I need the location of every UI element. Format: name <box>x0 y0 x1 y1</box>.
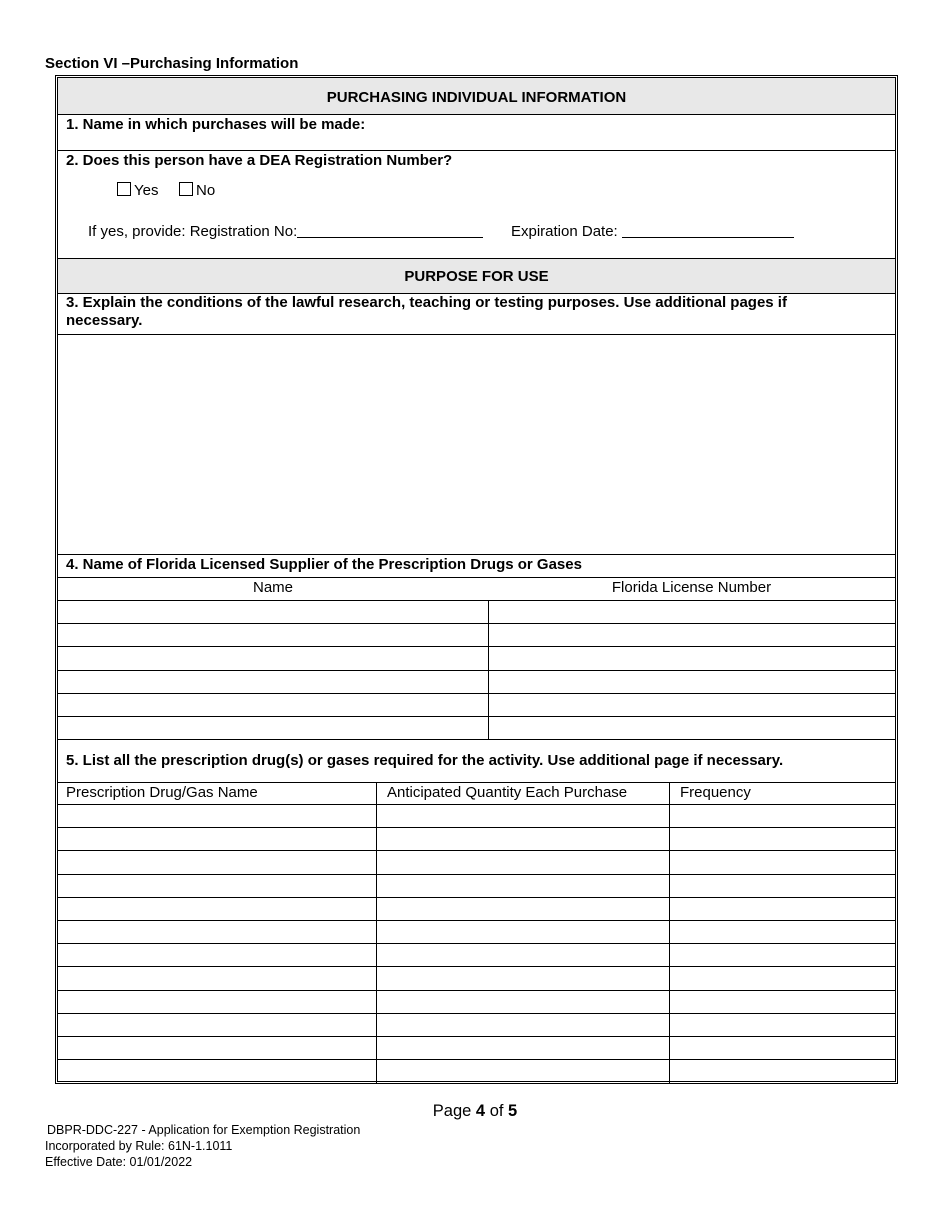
drug-name-cell[interactable] <box>58 966 376 989</box>
quantity-cell[interactable] <box>377 943 669 966</box>
no-checkbox[interactable] <box>179 182 193 196</box>
frequency-cell[interactable] <box>670 897 895 920</box>
quantity-cell[interactable] <box>377 990 669 1013</box>
quantity-cell[interactable] <box>377 1059 669 1082</box>
frequency-cell[interactable] <box>670 943 895 966</box>
drug-name-cell[interactable] <box>58 920 376 943</box>
frequency-cell[interactable] <box>670 827 895 850</box>
drug-name-cell[interactable] <box>58 804 376 827</box>
supplier-name-cell[interactable] <box>58 623 488 646</box>
footer-rule: Incorporated by Rule: 61N-1.1011 <box>45 1139 233 1153</box>
registration-label: If yes, provide: Registration No: <box>88 223 298 240</box>
supplier-license-cell[interactable] <box>489 716 895 739</box>
drug-name-cell[interactable] <box>58 1013 376 1036</box>
q5-label: 5. List all the prescription drug(s) or gases required for the activity. Use additional page if necessary. <box>66 752 784 769</box>
frequency-cell[interactable] <box>670 966 895 989</box>
expiration-date-field[interactable] <box>622 223 794 238</box>
drug-name-cell[interactable] <box>58 990 376 1013</box>
supplier-license-cell[interactable] <box>489 623 895 646</box>
q3-label: 3. Explain the conditions of the lawful research, teaching or testing purposes. Use additional pages if necessary. <box>66 294 787 329</box>
drug-name-cell[interactable] <box>58 1059 376 1082</box>
page-number: Page 4 of 5 <box>432 1102 518 1120</box>
quantity-cell[interactable] <box>377 1036 669 1059</box>
purpose-header: PURPOSE FOR USE <box>404 268 549 285</box>
expiration-label: Expiration Date: <box>511 223 618 240</box>
registration-row <box>88 223 483 240</box>
quantity-cell[interactable] <box>377 897 669 920</box>
expiration-row <box>511 223 794 240</box>
supplier-name-cell[interactable] <box>58 693 488 716</box>
col-supplier-name: Name <box>252 579 293 596</box>
quantity-cell[interactable] <box>377 874 669 897</box>
frequency-cell[interactable] <box>670 1013 895 1036</box>
quantity-cell[interactable] <box>377 966 669 989</box>
frequency-cell[interactable] <box>670 850 895 873</box>
purchase-name-field[interactable] <box>66 134 887 150</box>
drug-name-cell[interactable] <box>58 874 376 897</box>
drug-name-cell[interactable] <box>58 850 376 873</box>
yes-checkbox[interactable] <box>117 182 131 196</box>
supplier-name-cell[interactable] <box>58 716 488 739</box>
frequency-cell[interactable] <box>670 990 895 1013</box>
supplier-name-cell[interactable] <box>58 646 488 669</box>
purpose-textarea[interactable] <box>60 336 893 552</box>
section-title: Section VI –Purchasing Information <box>45 55 299 72</box>
quantity-cell[interactable] <box>377 850 669 873</box>
quantity-cell[interactable] <box>377 804 669 827</box>
quantity-cell[interactable] <box>377 827 669 850</box>
frequency-cell[interactable] <box>670 1059 895 1082</box>
quantity-cell[interactable] <box>377 920 669 943</box>
frequency-cell[interactable] <box>670 874 895 897</box>
drug-name-cell[interactable] <box>58 1036 376 1059</box>
no-option[interactable]: No <box>179 182 215 199</box>
supplier-license-cell[interactable] <box>489 646 895 669</box>
q2-label: 2. Does this person have a DEA Registration Number? <box>66 152 453 169</box>
col-license-number: Florida License Number <box>611 579 772 596</box>
footer-form-id: DBPR-DDC-227 - Application for Exemption Registration <box>47 1123 361 1137</box>
purchasing-header: PURCHASING INDIVIDUAL INFORMATION <box>326 89 627 106</box>
frequency-cell[interactable] <box>670 920 895 943</box>
col-drug-name: Prescription Drug/Gas Name <box>66 784 258 801</box>
supplier-license-cell[interactable] <box>489 670 895 693</box>
drug-name-cell[interactable] <box>58 897 376 920</box>
quantity-cell[interactable] <box>377 1013 669 1036</box>
drug-name-cell[interactable] <box>58 943 376 966</box>
q4-label: 4. Name of Florida Licensed Supplier of the Prescription Drugs or Gases <box>66 556 582 573</box>
registration-number-field[interactable] <box>297 223 483 238</box>
drug-name-cell[interactable] <box>58 827 376 850</box>
footer-effective-date: Effective Date: 01/01/2022 <box>45 1155 193 1169</box>
supplier-license-cell[interactable] <box>489 600 895 623</box>
col-quantity: Anticipated Quantity Each Purchase <box>387 784 628 801</box>
q1-label: 1. Name in which purchases will be made: <box>66 116 366 133</box>
supplier-name-cell[interactable] <box>58 600 488 623</box>
col-frequency: Frequency <box>680 784 751 801</box>
yes-option[interactable]: Yes <box>117 182 158 199</box>
form-frame <box>55 75 898 1084</box>
frequency-cell[interactable] <box>670 804 895 827</box>
supplier-license-cell[interactable] <box>489 693 895 716</box>
supplier-name-cell[interactable] <box>58 670 488 693</box>
frequency-cell[interactable] <box>670 1036 895 1059</box>
